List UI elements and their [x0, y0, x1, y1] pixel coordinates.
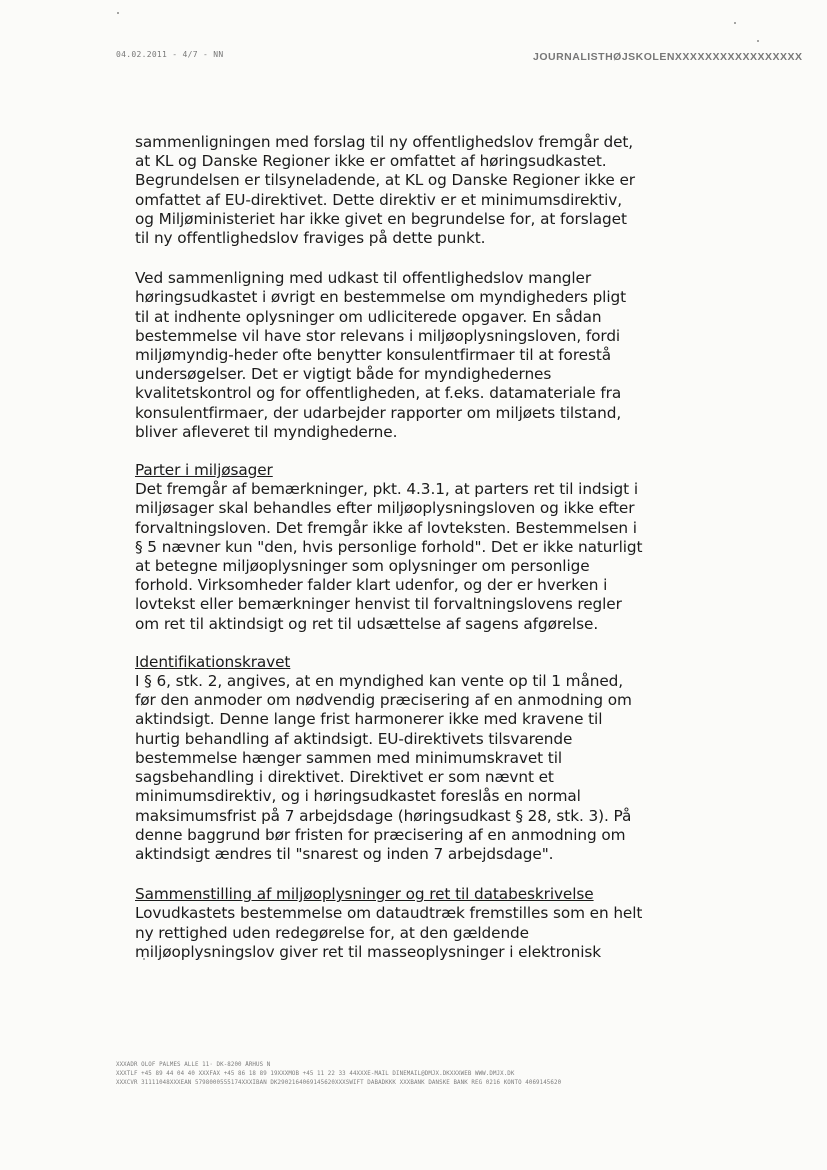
- scan-speck: [117, 12, 119, 14]
- section-text-identification: I § 6, stk. 2, angives, at en myndighed kan vente op til 1 måned, før den anmoder om nødvendig præcisering af en anmodning om aktindsigt. Denne lange frist harmonerer ikke med kravene til hurtig behandling af aktindsigt. EU-direktivets tilsvarende bestemmelse hænger sammen med minimumskravet til sagsbehandling i direktivet. Direktivet er som nævnt et minimumsdirektiv, og i høringsudkastet foreslås en normal maksimumsfrist på 7 arbejdsdage (høringsudkast § 28, stk. 3). På denne baggrund bør fristen for præcisering af en anmodning om aktindsigt ændres til "snarest og inden 7 arbejdsdage".: [135, 672, 632, 863]
- section-heading-compilation: Sammenstilling af miljøoplysninger og ret til databeskrivelse: [135, 885, 594, 904]
- section-heading-identification: Identifikationskravet: [135, 652, 291, 671]
- organization-header: JOURNALISTHØJSKOLENXXXXXXXXXXXXXXXXX: [533, 51, 803, 63]
- footer-contact: XXXTLF +45 89 44 04 40 XXXFAX +45 86 18 89 19XXXMOB +45 11 22 33 44XXXE-MAIL DINEMAIL@DMJX.DKXXXWEB WWW.DMJX.DK: [116, 1071, 515, 1077]
- paragraph-kl-regions: sammenligningen med forslag til ny offentlighedslov fremgår det, at KL og Danske Regioner ikke er omfattet af høringsudkastet. Begrundelsen er tilsyneladende, at KL og Danske Regioner ikke er omfattet af EU-direktivet. Dette direktiv er et minimumsdirektiv, og Miljøministeriet har ikke givet en begrundelse for, at forslaget til ny offentlighedslov fraviges på dette punkt.: [135, 133, 635, 248]
- letterhead-footer: [116, 1061, 716, 1088]
- section-text-parties: Det fremgår af bemærkninger, pkt. 4.3.1, at parters ret til indsigt i miljøsager skal behandles efter miljøoplysningsloven og ikke efter forvaltningsloven. Det fremgår ikke af lovteksten. Bestemmelsen i § 5 nævner kun "den, hvis personlige forhold". Det er ikke naturligt at betegne miljøoplysninger som oplysninger om personlige forhold. Virksomheder falder klart udenfor, og der er hverken i lovtekst eller bemærkninger henvist til forvaltningslovens regler om ret til aktindsigt og ret til udsættelse af sagens afgørelse.: [135, 480, 643, 633]
- scan-speck: [734, 22, 736, 24]
- footer-address: XXXADR OLOF PALMES ALLÉ 11· DK-8200 ÅRHUS N: [116, 1062, 271, 1068]
- footer-bank: XXXCVR 31111048XXXEAN 5798000555174XXXIBAN DK2902164069145620XXXSWIFT DABADKKK XXXBANK DANSKE BANK REG 0216 KONTO 4069145620: [116, 1080, 562, 1086]
- section-heading-parties: Parter i miljøsager: [135, 461, 273, 480]
- fax-stamp: 04.02.2011 - 4/7 - NN: [116, 50, 224, 59]
- letter-body: [135, 133, 643, 962]
- paragraph-outsourced-tasks: Ved sammenligning med udkast til offentlighedslov mangler høringsudkastet i øvrigt en bestemmelse om myndigheders pligt til at indhente oplysninger om udliciterede opgaver. En sådan bestemmelse vil have stor relevans i miljøoplysningsloven, fordi miljømyndig-heder ofte benytter konsulentfirmaer til at forestå undersøgelser. Det er vigtigt både for myndighedernes kvalitetskontrol og for offentligheden, at f.eks. datamateriale fra konsulentfirmaer, der udarbejder rapporter om miljøets tilstand, bliver afleveret til myndighederne.: [135, 269, 626, 441]
- scan-speck: [757, 40, 759, 42]
- section-text-compilation: Lovudkastets bestemmelse om dataudtræk fremstilles som en helt ny rettighed uden redegørelse for, at den gældende miljøoplysningslov giver ret til masseoplysninger i elektronisk: [135, 904, 643, 961]
